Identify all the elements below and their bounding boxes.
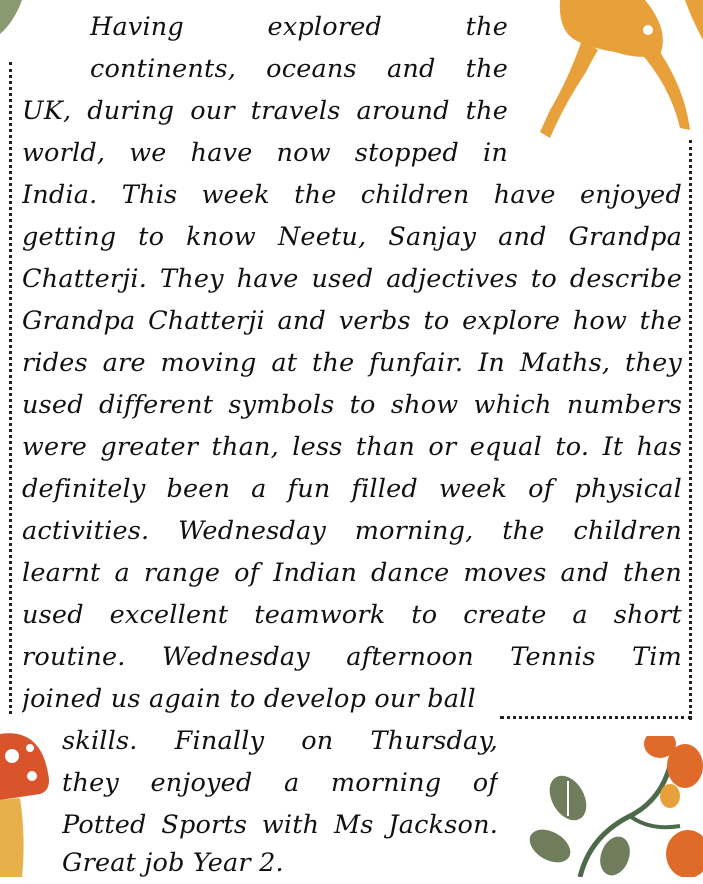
berry-branch-icon xyxy=(520,736,703,877)
text-line: used excellent teamwork to create a short xyxy=(22,600,682,630)
text-line: definitely been a fun filled week of physical xyxy=(22,474,682,504)
text-line: skills. Finally on Thursday, xyxy=(62,726,498,756)
deer-icon xyxy=(520,0,703,140)
dotted-border-right xyxy=(689,140,692,720)
text-line: activities. Wednesday morning, the children xyxy=(22,516,682,546)
text-line: Chatterji. They have used adjectives to describe xyxy=(22,264,682,294)
text-line: learnt a range of Indian dance moves and then xyxy=(22,558,682,588)
text-line: Having explored the xyxy=(90,12,508,42)
text-line: routine. Wednesday afternoon Tennis Tim xyxy=(22,642,682,672)
text-line: UK, during our travels around the xyxy=(22,96,508,126)
text-line: they enjoyed a morning of xyxy=(62,768,498,798)
text-line: getting to know Neetu, Sanjay and Grandpa xyxy=(22,222,682,252)
text-line: continents, oceans and the xyxy=(90,54,508,84)
text-line: world, we have now stopped in xyxy=(22,138,508,168)
text-line: Great job Year 2. xyxy=(62,848,284,878)
text-line: India. This week the children have enjoyed xyxy=(22,180,682,210)
dotted-border-left xyxy=(9,62,12,714)
leaf-icon xyxy=(0,0,30,40)
dotted-border-bottom xyxy=(500,716,692,719)
text-line: rides are moving at the funfair. In Maths, they xyxy=(22,348,682,378)
text-line: joined us again to develop our ball xyxy=(22,684,476,714)
text-line: were greater than, less than or equal to. It has xyxy=(22,432,682,462)
text-line: Potted Sports with Ms Jackson. xyxy=(62,810,498,840)
text-line: Grandpa Chatterji and verbs to explore how the xyxy=(22,306,682,336)
mushroom-icon xyxy=(0,728,55,877)
text-line: used different symbols to show which numbers xyxy=(22,390,682,420)
